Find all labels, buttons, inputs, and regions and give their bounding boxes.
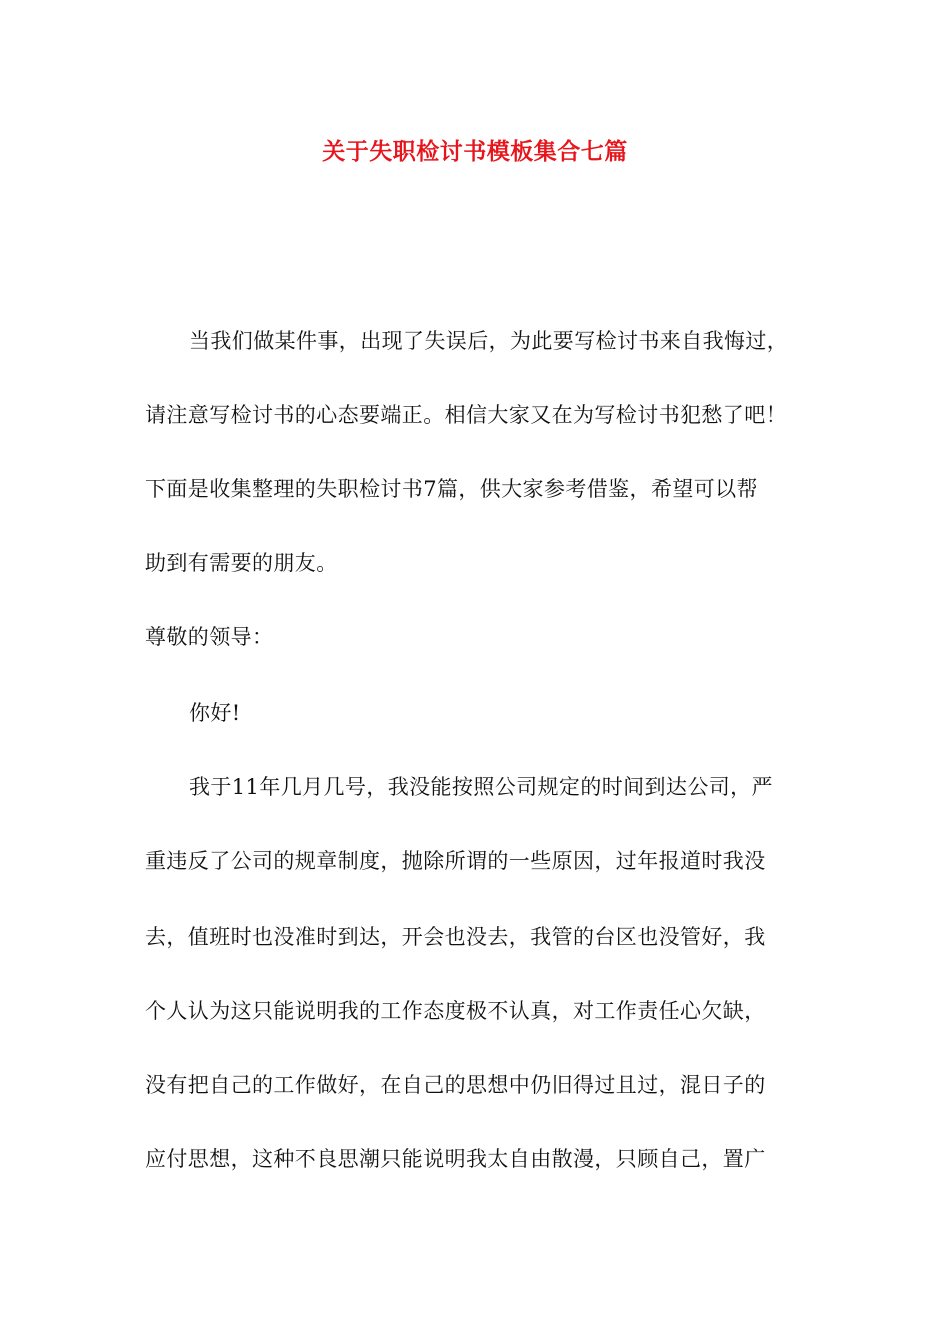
document-title: 关于失职检讨书模板集合七篇 bbox=[322, 138, 628, 165]
greeting: 你好! bbox=[189, 701, 241, 725]
paragraph-line: 请注意写检讨书的心态要端正。相信大家又在为写检讨书犯愁了吧！ bbox=[145, 403, 787, 427]
paragraph-line: 个人认为这只能说明我的工作态度极不认真，对工作责任心欠缺， bbox=[145, 999, 766, 1023]
paragraph-line: 当我们做某件事，出现了失误后，为此要写检讨书来自我悔过， bbox=[189, 329, 789, 353]
paragraph-line: 没有把自己的工作做好，在自己的思想中仍旧得过且过，混日子的 bbox=[145, 1073, 766, 1097]
salutation: 尊敬的领导： bbox=[145, 625, 274, 649]
paragraph-line: 应付思想，这种不良思潮只能说明我太自由散漫，只顾自己，置广 bbox=[145, 1147, 766, 1171]
paragraph-line: 下面是收集整理的失职检讨书7篇，供大家参考借鉴，希望可以帮 bbox=[145, 477, 758, 501]
paragraph-line: 我于11年几月几号，我没能按照公司规定的时间到达公司，严 bbox=[189, 775, 773, 799]
paragraph-line: 去，值班时也没准时到达，开会也没去，我管的台区也没管好，我 bbox=[145, 925, 766, 949]
paragraph-line: 重违反了公司的规章制度，抛除所谓的一些原因，过年报道时我没 bbox=[145, 849, 766, 873]
paragraph-line: 助到有需要的朋友。 bbox=[145, 551, 338, 575]
